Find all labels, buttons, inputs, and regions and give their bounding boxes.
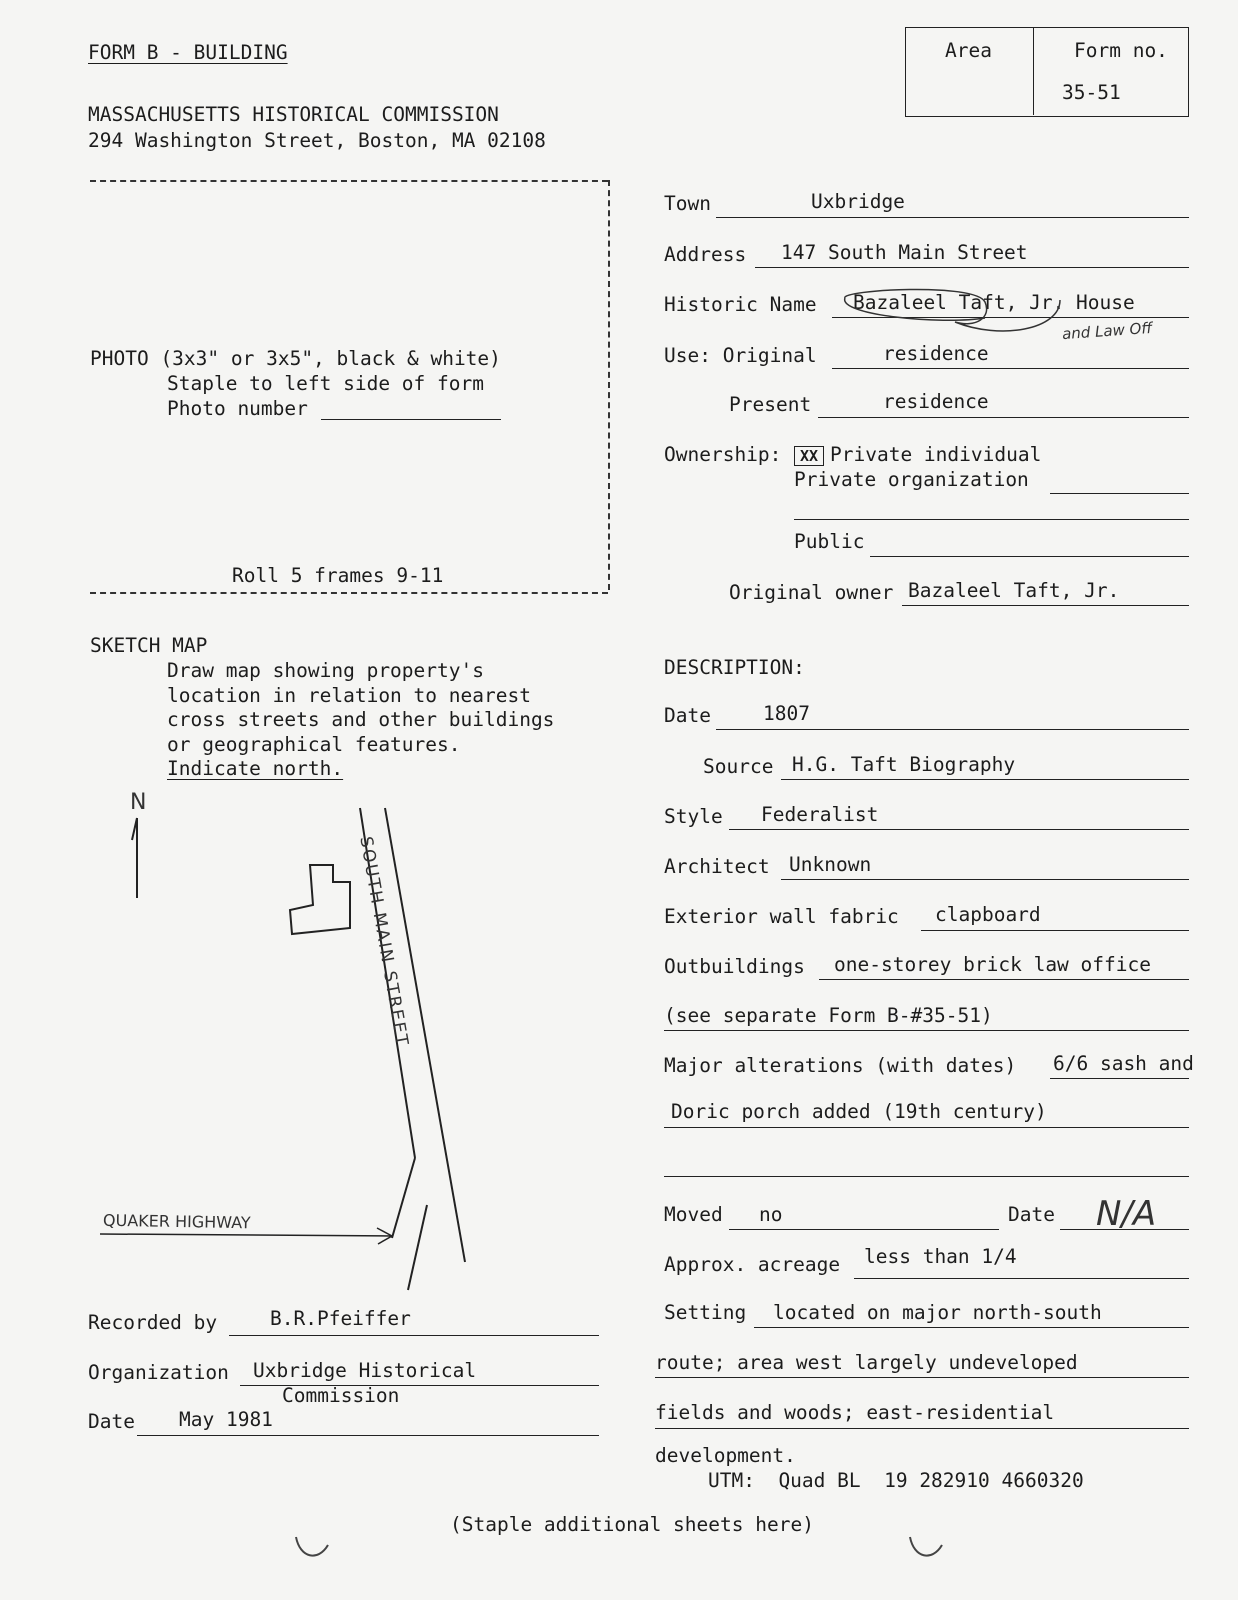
alterations-value-cont: Doric porch added (19th century) bbox=[671, 1100, 1047, 1123]
commission-address: 294 Washington Street, Boston, MA 02108 bbox=[88, 129, 546, 152]
photo-number-label: Photo number bbox=[167, 397, 308, 420]
original-owner-label: Original owner bbox=[729, 581, 894, 604]
use-original-value: residence bbox=[883, 342, 989, 365]
commission-name: MASSACHUSETTS HISTORICAL COMMISSION bbox=[88, 103, 499, 126]
photo-instruction-1: PHOTO (3x3" or 3x5", black & white) bbox=[90, 347, 501, 370]
sketch-instruction: location in relation to nearest bbox=[167, 684, 531, 707]
record-date-value: May 1981 bbox=[179, 1408, 273, 1431]
sketch-instruction: Draw map showing property's bbox=[167, 659, 484, 682]
style-value: Federalist bbox=[761, 803, 879, 826]
recorded-by-value: B.R.Pfeiffer bbox=[270, 1307, 411, 1330]
moved-label: Moved bbox=[664, 1203, 723, 1226]
built-date-value: 1807 bbox=[763, 702, 810, 725]
setting-value-cont: route; area west largely undeveloped bbox=[655, 1351, 1078, 1374]
source-label: Source bbox=[703, 755, 774, 778]
use-present-value: residence bbox=[883, 390, 989, 413]
wall-fabric-value: clapboard bbox=[935, 903, 1041, 926]
town-value: Uxbridge bbox=[811, 190, 905, 213]
form-no-label: Form no. bbox=[1074, 39, 1168, 62]
street-label-cross: QUAKER HIGHWAY bbox=[102, 1210, 251, 1233]
ownership-label: Ownership: bbox=[664, 443, 782, 466]
original-owner-value: Bazaleel Taft, Jr. bbox=[908, 579, 1120, 602]
form-title: FORM B - BUILDING bbox=[88, 41, 288, 64]
utm-coordinates: UTM: Quad BL 19 282910 4660320 bbox=[708, 1469, 1084, 1492]
record-date-label: Date bbox=[88, 1410, 135, 1433]
sketch-instruction: Indicate north. bbox=[167, 757, 344, 780]
source-value: H.G. Taft Biography bbox=[792, 753, 1016, 776]
architect-label: Architect bbox=[664, 855, 770, 878]
area-label: Area bbox=[945, 39, 992, 62]
sketch-heading: SKETCH MAP bbox=[90, 634, 208, 657]
ownership-checkbox: XX bbox=[794, 446, 824, 466]
town-label: Town bbox=[664, 192, 711, 215]
setting-value-cont: fields and woods; east-residential bbox=[655, 1401, 1055, 1424]
outbuildings-value: one-storey brick law office bbox=[834, 953, 1151, 976]
historic-name-note: and Law Off bbox=[1061, 318, 1153, 344]
historic-name-label: Historic Name bbox=[664, 293, 817, 316]
setting-label: Setting bbox=[664, 1301, 747, 1324]
outbuildings-value-cont: (see separate Form B-#35-51) bbox=[664, 1004, 993, 1027]
organization-value-cont: Commission bbox=[282, 1384, 400, 1407]
alterations-value: 6/6 sash and bbox=[1053, 1052, 1194, 1075]
moved-date-value: N/A bbox=[1096, 1194, 1157, 1234]
wall-fabric-label: Exterior wall fabric bbox=[664, 905, 899, 928]
sketch-instruction: or geographical features. bbox=[167, 733, 461, 756]
architect-value: Unknown bbox=[789, 853, 872, 876]
setting-value: located on major north-south bbox=[773, 1301, 1102, 1324]
use-present-label: Present bbox=[729, 393, 812, 416]
recorded-by-label: Recorded by bbox=[88, 1311, 218, 1334]
outbuildings-label: Outbuildings bbox=[664, 955, 805, 978]
description-heading: DESCRIPTION: bbox=[664, 656, 805, 679]
acreage-value: less than 1/4 bbox=[864, 1245, 1017, 1268]
moved-date-label: Date bbox=[1008, 1203, 1055, 1226]
address-value: 147 South Main Street bbox=[781, 241, 1028, 264]
roll-note: Roll 5 frames 9-11 bbox=[232, 564, 444, 587]
organization-label: Organization bbox=[88, 1361, 229, 1384]
form-no-value: 35-51 bbox=[1062, 81, 1121, 104]
photo-instruction-2: Staple to left side of form bbox=[167, 372, 484, 395]
street-label-main: SOUTH MAIN STREET bbox=[355, 835, 413, 1049]
acreage-label: Approx. acreage bbox=[664, 1253, 841, 1276]
use-original-label: Use: Original bbox=[664, 344, 817, 367]
address-label: Address bbox=[664, 243, 747, 266]
historic-name-value: Bazaleel Taft, Jr. House bbox=[853, 291, 1135, 314]
north-label: N bbox=[130, 790, 147, 815]
built-date-label: Date bbox=[664, 704, 711, 727]
sketch-instruction: cross streets and other buildings bbox=[167, 708, 555, 731]
style-label: Style bbox=[664, 805, 723, 828]
alterations-label: Major alterations (with dates) bbox=[664, 1054, 1017, 1077]
setting-value-cont: development. bbox=[655, 1444, 796, 1467]
staple-note: (Staple additional sheets here) bbox=[450, 1513, 814, 1536]
organization-value: Uxbridge Historical bbox=[253, 1359, 477, 1382]
moved-value: no bbox=[759, 1203, 783, 1226]
ownership-option-private-organization: Private organization bbox=[794, 468, 1029, 491]
ownership-option-private-individual: Private individual bbox=[830, 443, 1042, 466]
ownership-option-public: Public bbox=[794, 530, 865, 553]
